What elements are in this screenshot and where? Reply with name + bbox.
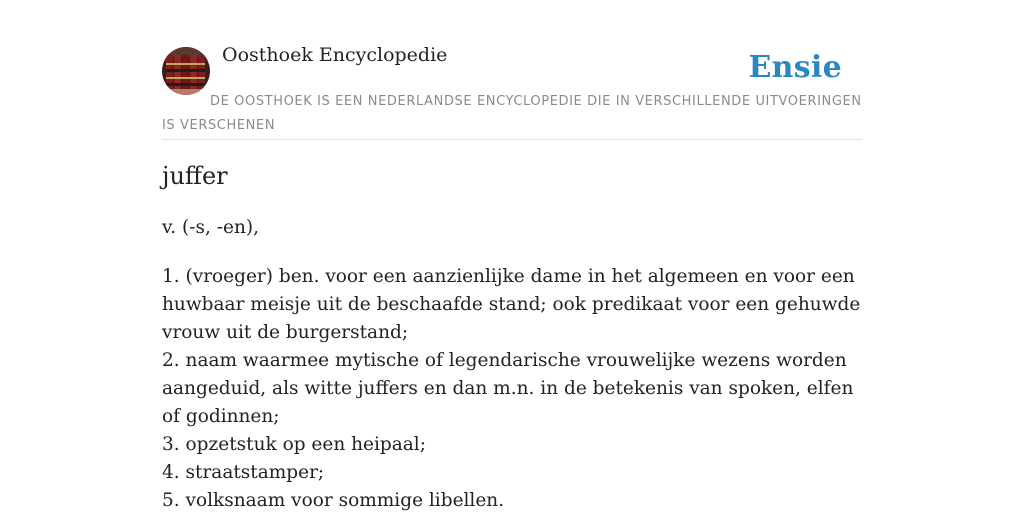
definition-item: 3. opzetstuk op een heipaal; bbox=[162, 434, 426, 455]
source-tagline: DE OOSTHOEK IS EEN NEDERLANDSE ENCYCLOPEDIE DIE IN VERSCHILLENDE UITVOERINGEN IS VERSCHENEN bbox=[162, 94, 862, 133]
content-container bbox=[162, 0, 862, 511]
books-icon bbox=[162, 47, 210, 95]
source-header bbox=[162, 0, 862, 140]
definition-list bbox=[162, 263, 862, 512]
definition-item: 1. (vroeger) ben. voor een aanzienlijke dame in het algemeen en voor een huwbaar meisje uit de beschaafde stand; ook predikaat voor een gehuwde vrouw uit de burgerstand; bbox=[162, 266, 861, 343]
definition-item: 4. straatstamper; bbox=[162, 462, 325, 483]
ensie-logo[interactable]: Ensie bbox=[748, 50, 842, 85]
entry-title: juffer bbox=[162, 162, 228, 190]
definition-item: 2. naam waarmee mytische of legendarische vrouwelijke wezens worden aangeduid, als witte juffers en dan m.n. in de betekenis van spoken, elfen of godinnen; bbox=[162, 350, 854, 427]
definition-item: 5. volksnaam voor sommige libellen. bbox=[162, 490, 505, 511]
entry-grammar: v. (-s, -en), bbox=[162, 217, 259, 238]
source-avatar[interactable] bbox=[162, 47, 210, 95]
source-name[interactable]: Oosthoek Encyclopedie bbox=[222, 44, 448, 66]
